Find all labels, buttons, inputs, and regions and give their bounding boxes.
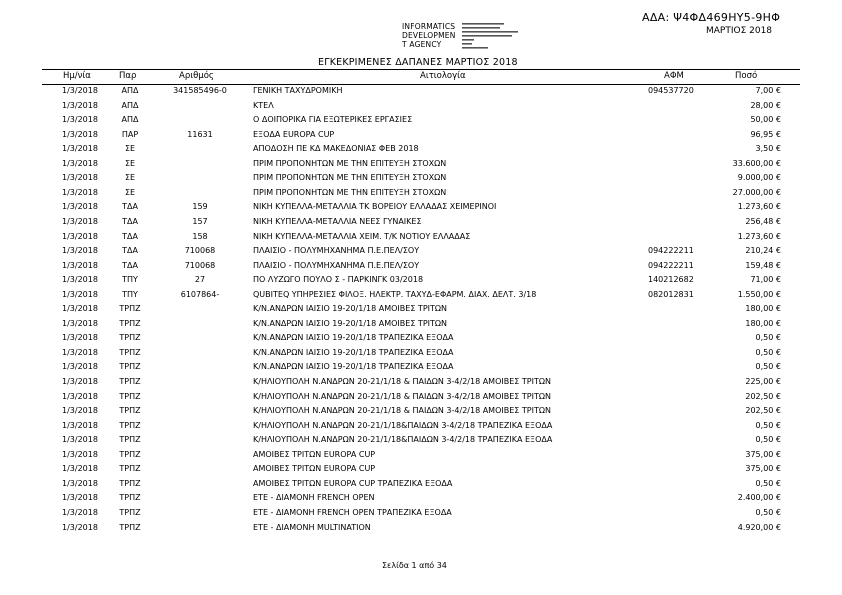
- cell-par: ΤΠΥ: [122, 275, 138, 285]
- table-row: [0, 115, 842, 129]
- cell-par: ΤΡΠΖ: [119, 362, 141, 372]
- page-title: ΕΓΚΕΚΡΙΜΕΝΕΣ ΔΑΠΑΝΕΣ ΜΑΡΤΙΟΣ 2018: [318, 57, 518, 68]
- cell-description: ΕΤΕ - ΔΙΑΜΟΝΗ FRENCH OPEN ΤΡΑΠΕΖΙΚΑ ΕΞΟΔΑ: [253, 507, 452, 517]
- cell-date: 1/3/2018: [62, 406, 98, 416]
- cell-par: ΤΡΠΖ: [119, 493, 141, 503]
- cell-par: ΣΕ: [124, 187, 136, 197]
- cell-afm: 094222211: [648, 260, 694, 270]
- cell-par: ΤΡΠΖ: [119, 522, 141, 532]
- cell-date: 1/3/2018: [62, 187, 98, 197]
- cell-amount: 256,48 €: [745, 216, 781, 226]
- cell-number: 710068: [184, 246, 216, 256]
- cell-description: QUBITEQ ΥΠΗΡΕΣΙΕΣ ΦΙΛΟΞ. ΗΛΕΚΤΡ. ΤΑΧΥΔ-ΕΦΑΡΜ. ΔΙΑΧ. ΔΕΛΤ. 3/18: [253, 289, 537, 299]
- cell-description: Κ/ΗΛΙΟΥΠΟΛΗ Ν.ΑΝΔΡΩΝ 20-21/1/18&ΠΑΙΔΩΝ 3-4/2/18 ΤΡΑΠΕΖΙΚΑ ΕΞΟΔΑ: [253, 420, 553, 430]
- cell-description: Κ/Ν.ΑΝΔΡΩΝ ΙΑΙΣΙΟ 19-20/1/18 ΤΡΑΠΕΖΙΚΑ ΕΞΟΔΑ: [253, 333, 454, 343]
- cell-description: Κ/ΗΛΙΟΥΠΟΛΗ Ν.ΑΝΔΡΩΝ 20-21/1/18&ΠΑΙΔΩΝ 3-4/2/18 ΤΡΑΠΕΖΙΚΑ ΕΞΟΔΑ: [253, 435, 553, 445]
- cell-description: ΓΕΝΙΚΗ ΤΑΧΥΔΡΟΜΙΚΗ: [253, 86, 343, 95]
- cell-date: 1/3/2018: [62, 129, 98, 139]
- table-row: [0, 130, 842, 144]
- table-row: [0, 435, 842, 449]
- table-row: [0, 377, 842, 391]
- cell-amount: 180,00 €: [745, 304, 781, 314]
- table-row: [0, 406, 842, 420]
- organization-logo: [402, 22, 456, 49]
- table-row: [0, 523, 842, 537]
- cell-description: Κ/Ν.ΑΝΔΡΩΝ ΙΑΙΣΙΟ 19-20/1/18 ΤΡΑΠΕΖΙΚΑ ΕΞΟΔΑ: [253, 362, 454, 372]
- cell-amount: 0,50 €: [755, 435, 781, 445]
- cell-number: 157: [192, 216, 208, 226]
- cell-amount: 375,00 €: [745, 449, 781, 459]
- cell-amount: 0,50 €: [755, 507, 781, 517]
- table-row: [0, 479, 842, 493]
- cell-date: 1/3/2018: [62, 318, 98, 328]
- table-row: [0, 275, 842, 289]
- cell-par: ΤΡΠΖ: [119, 318, 141, 328]
- logo-line-2: DEVELOPMEN: [402, 31, 456, 40]
- table-row: [0, 464, 842, 478]
- cell-description: ΝΙΚΗ ΚΥΠΕΛΛΑ-ΜΕΤΑΛΛΙΑ ΝΕΕΣ ΓΥΝΑΙΚΕΣ: [253, 216, 422, 226]
- logo-fine-print-graphic: [462, 22, 522, 50]
- cell-amount: 33.600,00 €: [732, 158, 781, 168]
- table-row: [0, 188, 842, 202]
- cell-par: ΤΔΑ: [122, 216, 138, 226]
- cell-description: ΑΜΟΙΒΕΣ ΤΡΙΤΩΝ EUROPA CUP ΤΡΑΠΕΖΙΚΑ ΕΞΟΔΑ: [253, 478, 453, 488]
- cell-date: 1/3/2018: [62, 275, 98, 285]
- cell-date: 1/3/2018: [62, 246, 98, 256]
- cell-amount: 210,24 €: [745, 246, 781, 256]
- cell-amount: 1.273,60 €: [737, 231, 781, 241]
- table-row: [0, 290, 842, 304]
- cell-par: ΣΕ: [124, 158, 136, 168]
- cell-description: Κ/Ν.ΑΝΔΡΩΝ ΙΑΙΣΙΟ 19-20/1/18 ΤΡΑΠΕΖΙΚΑ ΕΞΟΔΑ: [253, 347, 454, 357]
- cell-par: ΣΕ: [124, 144, 136, 154]
- cell-par: ΤΡΠΖ: [119, 347, 141, 357]
- table-row: [0, 493, 842, 507]
- cell-description: Κ/ΗΛΙΟΥΠΟΛΗ Ν.ΑΝΔΡΩΝ 20-21/1/18 & ΠΑΙΔΩΝ 3-4/2/18 ΑΜΟΙΒΕΣ ΤΡΙΤΩΝ: [253, 377, 551, 386]
- cell-description: ΠΛΑΙΣΙΟ - ΠΟΛΥΜΗΧΑΝΗΜΑ Π.Ε.ΠΕΛ/ΣΟΥ: [253, 246, 420, 256]
- table-row: [0, 362, 842, 376]
- table-row: [0, 304, 842, 318]
- col-header-number: Αριθμός: [179, 71, 214, 81]
- cell-date: 1/3/2018: [62, 464, 98, 474]
- cell-par: ΤΡΠΖ: [119, 449, 141, 459]
- cell-par: ΤΡΠΖ: [119, 406, 141, 416]
- cell-amount: 202,50 €: [745, 406, 781, 416]
- cell-amount: 159,48 €: [745, 260, 781, 270]
- cell-amount: 0,50 €: [755, 362, 781, 372]
- table-row: [0, 159, 842, 173]
- cell-description: Κ/Ν.ΑΝΔΡΩΝ ΙΑΙΣΙΟ 19-20/1/18 ΑΜΟΙΒΕΣ ΤΡΙΤΩΝ: [253, 318, 447, 328]
- col-header-description: Αιτιολογία: [420, 71, 466, 81]
- col-header-par: Παρ: [119, 71, 137, 81]
- cell-description: ΠΛΑΙΣΙΟ - ΠΟΛΥΜΗΧΑΝΗΜΑ Π.Ε.ΠΕΛ/ΣΟΥ: [253, 260, 420, 270]
- cell-description: ΠΡΙΜ ΠΡΟΠΟΝΗΤΩΝ ΜΕ ΤΗΝ ΕΠΙΤΕΥΞΗ ΣΤΟΧΩΝ: [253, 173, 447, 183]
- cell-par: ΤΡΠΖ: [119, 507, 141, 517]
- cell-par: ΤΡΠΖ: [119, 333, 141, 343]
- cell-date: 1/3/2018: [62, 216, 98, 226]
- table-row: [0, 333, 842, 347]
- table-row: [0, 392, 842, 406]
- cell-description: ΕΞΟΔΑ EUROPA CUP: [253, 129, 335, 139]
- cell-date: 1/3/2018: [62, 478, 98, 488]
- ada-code: ΑΔΑ: Ψ4ΦΔ469ΗΥ5-9ΗΦ: [642, 11, 781, 24]
- table-row: [0, 421, 842, 435]
- table-row: [0, 101, 842, 115]
- cell-amount: 71,00 €: [750, 275, 781, 285]
- cell-date: 1/3/2018: [62, 289, 98, 299]
- cell-number: 27: [194, 275, 206, 285]
- cell-amount: 225,00 €: [745, 377, 781, 386]
- cell-date: 1/3/2018: [62, 86, 98, 95]
- table-row: [0, 173, 842, 187]
- cell-amount: 96,95 €: [750, 129, 781, 139]
- cell-par: ΤΡΠΖ: [119, 464, 141, 474]
- cell-afm: 094222211: [648, 246, 694, 256]
- cell-afm: 082012831: [648, 289, 694, 299]
- cell-date: 1/3/2018: [62, 449, 98, 459]
- cell-description: ΑΜΟΙΒΕΣ ΤΡΙΤΩΝ EUROPA CUP: [253, 464, 376, 474]
- cell-description: Κ/ΗΛΙΟΥΠΟΛΗ Ν.ΑΝΔΡΩΝ 20-21/1/18 & ΠΑΙΔΩΝ 3-4/2/18 ΑΜΟΙΒΕΣ ΤΡΙΤΩΝ: [253, 406, 551, 416]
- cell-date: 1/3/2018: [62, 377, 98, 386]
- table-row: [0, 144, 842, 158]
- col-header-afm: ΑΦΜ: [664, 71, 684, 81]
- cell-par: ΑΠΔ: [121, 100, 139, 110]
- cell-par: ΤΠΥ: [122, 289, 138, 299]
- table-row: [0, 261, 842, 275]
- cell-amount: 0,50 €: [755, 333, 781, 343]
- cell-amount: 375,00 €: [745, 464, 781, 474]
- cell-description: Κ/ΗΛΙΟΥΠΟΛΗ Ν.ΑΝΔΡΩΝ 20-21/1/18 & ΠΑΙΔΩΝ 3-4/2/18 ΑΜΟΙΒΕΣ ΤΡΙΤΩΝ: [253, 391, 551, 401]
- cell-date: 1/3/2018: [62, 100, 98, 110]
- cell-description: ΠΡΙΜ ΠΡΟΠΟΝΗΤΩΝ ΜΕ ΤΗΝ ΕΠΙΤΕΥΞΗ ΣΤΟΧΩΝ: [253, 158, 447, 168]
- cell-date: 1/3/2018: [62, 347, 98, 357]
- cell-par: ΤΡΠΖ: [119, 420, 141, 430]
- table-row: [0, 86, 842, 100]
- cell-date: 1/3/2018: [62, 333, 98, 343]
- cell-par: ΣΕ: [124, 173, 136, 183]
- table-row: [0, 217, 842, 231]
- logo-line-3: T AGENCY: [402, 40, 442, 49]
- table-row: [0, 348, 842, 362]
- cell-amount: 4.920,00 €: [737, 522, 781, 532]
- table-row: [0, 319, 842, 333]
- cell-afm: 094537720: [648, 86, 694, 95]
- page-number: Σελίδα 1 από 34: [382, 561, 447, 570]
- cell-par: ΑΠΔ: [121, 86, 139, 95]
- cell-date: 1/3/2018: [62, 435, 98, 445]
- cell-description: Ο ΔΟΙΠΟΡΙΚΑ ΓΙΑ ΕΞΩΤΕΡΙΚΕΣ ΕΡΓΑΣΙΕΣ: [253, 115, 413, 125]
- table-row: [0, 450, 842, 464]
- cell-par: ΤΔΑ: [122, 202, 138, 212]
- col-header-amount: Ποσό: [735, 71, 758, 81]
- cell-description: ΠΡΙΜ ΠΡΟΠΟΝΗΤΩΝ ΜΕ ΤΗΝ ΕΠΙΤΕΥΞΗ ΣΤΟΧΩΝ: [253, 187, 447, 197]
- table-row: [0, 232, 842, 246]
- cell-par: ΤΡΠΖ: [119, 435, 141, 445]
- cell-amount: 1.273,60 €: [737, 202, 781, 212]
- cell-date: 1/3/2018: [62, 391, 98, 401]
- cell-par: ΤΡΠΖ: [119, 377, 141, 386]
- cell-date: 1/3/2018: [62, 115, 98, 125]
- cell-number: 159: [192, 202, 208, 212]
- cell-par: ΤΡΠΖ: [119, 478, 141, 488]
- cell-date: 1/3/2018: [62, 522, 98, 532]
- cell-description: Κ/Ν.ΑΝΔΡΩΝ ΙΑΙΣΙΟ 19-20/1/18 ΑΜΟΙΒΕΣ ΤΡΙΤΩΝ: [253, 304, 447, 314]
- cell-amount: 28,00 €: [750, 100, 781, 110]
- cell-date: 1/3/2018: [62, 420, 98, 430]
- cell-date: 1/3/2018: [62, 173, 98, 183]
- cell-description: ΠΟ ΛΥΖΩΓΟ ΠΟΥΛΟ Σ - ΠΑΡΚΙΝΓΚ 03/2018: [253, 275, 424, 285]
- cell-amount: 3,50 €: [755, 144, 781, 154]
- cell-description: ΑΜΟΙΒΕΣ ΤΡΙΤΩΝ EUROPA CUP: [253, 449, 376, 459]
- cell-amount: 202,50 €: [745, 391, 781, 401]
- cell-date: 1/3/2018: [62, 144, 98, 154]
- cell-number: 6107864-: [180, 289, 220, 299]
- cell-number: 158: [192, 231, 208, 241]
- logo-line-1: INFORMATICS: [402, 22, 456, 31]
- cell-date: 1/3/2018: [62, 507, 98, 517]
- cell-par: ΤΔΑ: [122, 231, 138, 241]
- cell-amount: 2.400,00 €: [737, 493, 781, 503]
- cell-amount: 0,50 €: [755, 478, 781, 488]
- cell-description: ΕΤΕ - ΔΙΑΜΟΝΗ FRENCH OPEN: [253, 493, 375, 503]
- cell-number: 710068: [184, 260, 216, 270]
- cell-description: ΑΠΟΔΟΣΗ ΠΕ ΚΔ ΜΑΚΕΔΟΝΙΑΣ ΦΕΒ 2018: [253, 144, 419, 154]
- cell-par: ΤΔΑ: [122, 260, 138, 270]
- cell-date: 1/3/2018: [62, 304, 98, 314]
- cell-par: ΠΑΡ: [121, 129, 139, 139]
- header-top-rule: [42, 69, 800, 70]
- document-month: ΜΑΡΤΙΟΣ 2018: [706, 26, 773, 36]
- col-header-date: Ημ/νία: [63, 71, 91, 81]
- cell-date: 1/3/2018: [62, 231, 98, 241]
- cell-amount: 180,00 €: [745, 318, 781, 328]
- cell-date: 1/3/2018: [62, 493, 98, 503]
- cell-date: 1/3/2018: [62, 362, 98, 372]
- cell-amount: 27.000,00 €: [732, 187, 781, 197]
- cell-amount: 50,00 €: [750, 115, 781, 125]
- cell-amount: 1.550,00 €: [737, 289, 781, 299]
- cell-par: ΑΠΔ: [121, 115, 139, 125]
- table-row: [0, 246, 842, 260]
- cell-afm: 140212682: [648, 275, 694, 285]
- cell-number: 341585496-0: [173, 86, 227, 95]
- cell-amount: 7,00 €: [755, 86, 781, 95]
- cell-amount: 0,50 €: [755, 420, 781, 430]
- cell-date: 1/3/2018: [62, 260, 98, 270]
- cell-par: ΤΡΠΖ: [119, 304, 141, 314]
- table-row: [0, 202, 842, 216]
- cell-par: ΤΡΠΖ: [119, 391, 141, 401]
- cell-amount: 9.000,00 €: [737, 173, 781, 183]
- cell-description: ΕΤΕ - ΔΙΑΜΟΝΗ MULTINATION: [253, 522, 371, 532]
- cell-par: ΤΔΑ: [122, 246, 138, 256]
- cell-description: ΝΙΚΗ ΚΥΠΕΛΛΑ-ΜΕΤΑΛΛΙΑ ΧΕΙΜ. Τ/Κ ΝΟΤΙΟΥ ΕΛΛΑΔΑΣ: [253, 231, 471, 241]
- cell-description: ΝΙΚΗ ΚΥΠΕΛΛΑ-ΜΕΤΑΛΛΙΑ ΤΚ ΒΟΡΕΙΟΥ ΕΛΛΑΔΑΣ ΧΕΙΜΕΡΙΝΟΙ: [253, 202, 497, 212]
- cell-description: ΚΤΕΛ: [253, 100, 274, 110]
- cell-amount: 0,50 €: [755, 347, 781, 357]
- cell-date: 1/3/2018: [62, 158, 98, 168]
- header-bottom-rule: [42, 84, 800, 85]
- table-row: [0, 508, 842, 522]
- cell-number: 11631: [187, 129, 213, 139]
- cell-date: 1/3/2018: [62, 202, 98, 212]
